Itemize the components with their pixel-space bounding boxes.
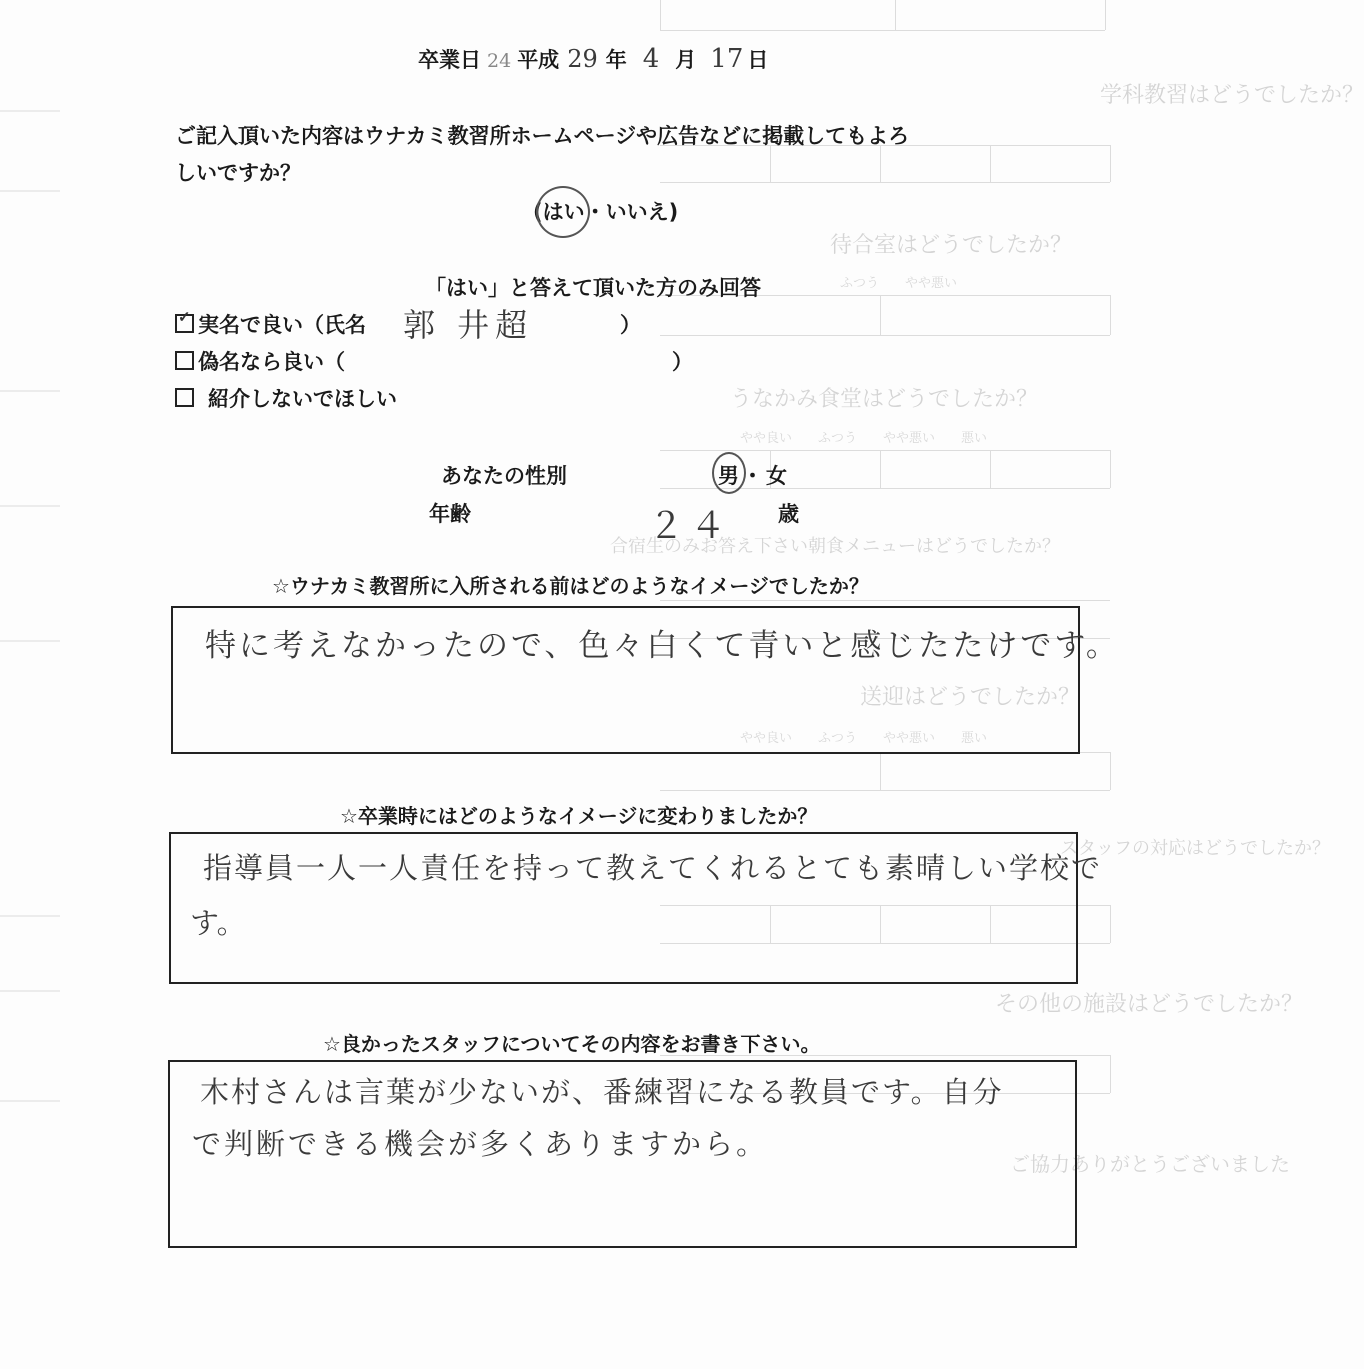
consent-yes-circle	[536, 186, 590, 238]
bleed-row-2: 待合室はどうでしたか？	[830, 233, 1073, 258]
bleed-row-6: スタッフの対応はどうでしたか？	[1060, 838, 1330, 859]
day-value: 17	[710, 44, 744, 74]
age-value: ２４	[648, 506, 733, 547]
era-year-value: 29	[567, 45, 598, 73]
year-label: 年	[605, 48, 627, 72]
age-unit: 歳	[778, 502, 799, 526]
question-3-answer-line-1: 木村さんは言葉が少ないが、番練習になる教員です。自分	[200, 1075, 1004, 1109]
option-real-name[interactable]	[175, 309, 366, 339]
bleed-through-layer: 学科教習はどうでしたか？ 待合室はどうでしたか？ ふつう やや悪い うなかみ食堂はどうでしたか？ やや良い ふつう やや悪い 悪い 合宿生のみお答え下さい朝食メニューはどうでしたか？ 送迎はどうでしたか？ やや良い ふつう やや悪い 悪い スタッフの対応はどうでしたか？ その他の施設はどうでしたか？ ご協力ありがとうございました	[640, 0, 1270, 1369]
bleed-row-3: うなかみ食堂はどうでしたか？	[730, 387, 1039, 412]
no-introduction-label: 紹介しないでほしい	[208, 387, 397, 411]
alias-checkbox[interactable]	[175, 351, 194, 370]
month-value: 4	[642, 44, 660, 74]
bleed-row-8: ご協力ありがとうございました	[1010, 1152, 1290, 1176]
question-2-title: ☆卒業時にはどのようなイメージに変わりましたか？	[340, 804, 818, 828]
alias-label: 偽名なら良い（	[198, 350, 345, 374]
question-3-answer-line-2: で判断できる機会が多くありますから。	[192, 1127, 769, 1161]
bleed-row-5: 送迎はどうでしたか？	[860, 685, 1081, 710]
graduation-label: 卒業日	[418, 48, 481, 72]
option-alias[interactable]	[175, 346, 345, 376]
real-name-label: 実名で良い（氏名	[198, 313, 366, 337]
gender-options[interactable]: 男・女	[718, 464, 790, 488]
no-introduction-checkbox[interactable]	[175, 388, 194, 407]
month-label: 月	[675, 48, 697, 72]
option-no-introduction[interactable]	[175, 383, 397, 413]
name-section-heading: 「はい」と答えて頂いた方のみ回答	[425, 276, 761, 300]
question-1-title: ☆ウナカミ教習所に入所される前はどのようなイメージでしたか？	[272, 574, 869, 598]
age-label: 年齢	[429, 502, 471, 526]
gender-label: あなたの性別	[441, 464, 567, 488]
consent-question-line-1: ご記入頂いた内容はウナカミ教習所ホームページや広告などに掲載してもよろ	[175, 124, 910, 148]
question-1-answer-line-1: 特に考えなかったので、色々白くて青いと感じたたけです。	[205, 628, 1120, 664]
bleed-row-4: 合宿生のみお答え下さい朝食メニューはどうでしたか？	[610, 536, 1060, 557]
graduation-date-row	[418, 44, 768, 74]
alias-close-paren: ）	[672, 350, 693, 374]
era-label: 平成	[517, 48, 560, 72]
question-2-answer-line-1: 指導員一人一人責任を持って教えてくれるとても素晴しい学校で	[203, 851, 1103, 885]
bleed-row-1: 学科教習はどうでしたか？	[1100, 83, 1364, 108]
day-label: 日	[747, 48, 769, 72]
bleed-row-7: その他の施設はどうでしたか？	[995, 992, 1304, 1017]
question-3-title: ☆良かったスタッフについてその内容をお書き下さい。	[323, 1032, 821, 1056]
real-name-checkbox[interactable]: ✓	[175, 314, 194, 333]
consent-question-line-2: しいですか？	[175, 161, 301, 185]
real-name-close-paren: ）	[620, 313, 641, 337]
gender-male-circle	[712, 452, 746, 494]
question-2-answer-line-2: す。	[190, 906, 246, 940]
consent-options[interactable]: (はい・いいえ)	[533, 200, 679, 224]
extra-handwritten-mark: 24	[487, 50, 512, 72]
handwritten-name: 郭 井超	[403, 306, 534, 344]
